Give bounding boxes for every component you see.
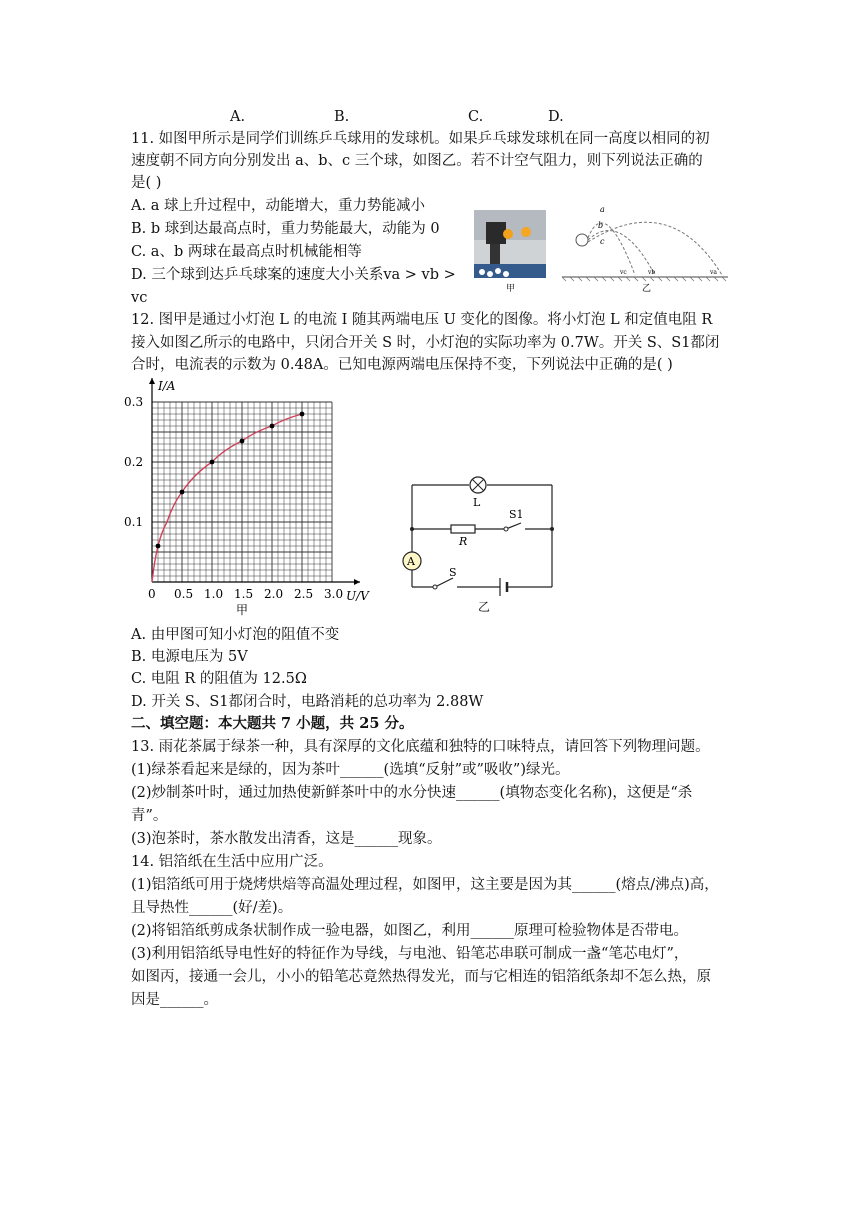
q14-part3-end: 因是______。: [131, 992, 218, 1008]
q11-fig-yi-caption: 乙: [642, 284, 652, 294]
q13-stem: 13. 雨花茶属于绿茶一种，具有深厚的文化底蕴和独特的口味特点，请回答下列物理问题。: [131, 739, 710, 755]
x-tick-label: 1.5: [234, 587, 254, 601]
chart-grid: [152, 402, 332, 582]
q12-stem-line-2: 接入如图乙所示的电路中，只闭合开关 S 时，小灯泡的实际功率为 0.7W。开关 S、S1都闭: [131, 335, 720, 351]
chart-caption: 甲: [236, 603, 249, 617]
q12-stem-line-1: 12. 图甲是通过小灯泡 L 的电流 I 随其两端电压 U 变化的图像。将小灯泡 L 和定值电阻 R: [131, 312, 713, 328]
x-tick-label: 0: [148, 587, 156, 601]
q11-fig-jia-caption: 甲: [506, 284, 516, 294]
resistor-symbol: [451, 525, 475, 533]
ammeter-symbol: [403, 552, 421, 570]
q11-stem-line-3: 是( ): [131, 175, 162, 191]
traj-label-b: b: [598, 221, 604, 230]
switch1-label: S1: [509, 508, 524, 521]
q11-option-d: D. 三个球到达乒乓球案的速度大小关系va > vb >: [131, 267, 456, 283]
ammeter-label: A: [407, 555, 415, 568]
q14-part3-cont: 如图丙，接通一会儿，小小的铅笔芯竟然热得发光，而与它相连的铝箔纸条却不怎么热，原: [131, 969, 711, 985]
trajectory-diagram: [560, 200, 730, 294]
option-d-label: D.: [548, 109, 564, 125]
q11-option-d-cont: vc: [131, 290, 148, 306]
q11-option-c: C. a、b 两球在最高点时机械能相等: [131, 244, 362, 260]
x-tick-label: 0.5: [174, 587, 194, 601]
q14-part1-cont: 且导热性______(好/差)。: [131, 900, 293, 916]
circuit-caption: 乙: [478, 600, 491, 614]
q12-option-b: B. 电源电压为 5V: [131, 649, 248, 665]
x-tick-label: 3.0: [324, 587, 344, 601]
q11-option-a: A. a 球上升过程中，动能增大，重力势能减小: [131, 198, 425, 214]
serving-machine-photo: [470, 208, 550, 294]
x-tick-label: 2.5: [294, 587, 314, 601]
switch-label: S: [449, 566, 457, 579]
lamp-symbol: [470, 477, 486, 493]
q13-part2-cont: 青”。: [131, 808, 168, 824]
data-point: [270, 424, 275, 429]
q14-part2: (2)将铝箔纸剪成条状制作成一验电器，如图乙，利用______原理可检验物体是否带电。: [131, 923, 689, 939]
x-axis-label: U/V: [346, 589, 369, 603]
option-c-label: C.: [468, 109, 484, 125]
data-point: [156, 544, 161, 549]
option-a-label: A.: [230, 109, 246, 125]
y-axis-arrow: [149, 378, 155, 384]
x-tick-label: 2.0: [264, 587, 284, 601]
q14-part3: (3)利用铝箔纸导电性好的特征作为导线，与电池、铅笔芯串联可制成一盏“笔芯电灯”，: [131, 946, 689, 962]
data-point: [180, 490, 185, 495]
q14-stem: 14. 铝箔纸在生活中应用广泛。: [131, 854, 333, 870]
ground-label-va: va: [710, 269, 717, 276]
q11-stem-line-2: 速度朝不同方向分别发出 a、b、c 三个球，如图乙。若不计空气阻力，则下列说法正确的: [131, 153, 703, 169]
x-axis-arrow: [354, 579, 360, 585]
y-tick-label: 0.3: [124, 395, 144, 409]
ground-label-vb: vb: [648, 269, 656, 276]
traj-label-a: a: [600, 205, 605, 214]
iu-chart: [122, 378, 382, 618]
y-axis-label: I/A: [158, 379, 176, 393]
y-tick-label: 0.2: [124, 455, 144, 469]
y-tick-label: 0.1: [124, 515, 144, 529]
data-point: [300, 412, 305, 417]
q11-stem-line-1: 11. 如图甲所示是同学们训练乒乓球用的发球机。如果乒乓球发球机在同一高度以相同的初: [131, 131, 710, 147]
circuit-diagram: [395, 470, 565, 598]
section2-title: 二、填空题：本大题共 7 小题，共 25 分。: [131, 715, 414, 732]
q12-stem-line-3: 合时，电流表的示数为 0.48A。已知电源两端电压保持不变，下列说法中正确的是( ): [131, 357, 673, 373]
q12-option-d: D. 开关 S、S1都闭合时，电路消耗的总功率为 2.88W: [131, 694, 484, 710]
q11-option-b: B. b 球到达最高点时，重力势能最大，动能为 0: [131, 221, 440, 237]
lamp-label: L: [473, 496, 481, 509]
data-point: [240, 439, 245, 444]
ground-label-vc: vc: [620, 269, 627, 276]
traj-label-c: c: [600, 237, 605, 246]
q12-option-a: A. 由甲图可知小灯泡的阻值不变: [131, 627, 340, 643]
q13-part3: (3)泡茶时，茶水散发出清香，这是______现象。: [131, 831, 442, 847]
x-tick-label: 1.0: [204, 587, 224, 601]
resistor-label: R: [459, 535, 468, 548]
q12-option-c: C. 电阻 R 的阻值为 12.5Ω: [131, 671, 307, 687]
option-b-label: B.: [334, 109, 350, 125]
q13-part1: (1)绿茶看起来是绿的，因为茶叶______(选填“反射”或”吸收”)绿光。: [131, 762, 570, 778]
q14-part1: (1)铝箔纸可用于烧烤烘焙等高温处理过程，如图甲，这主要是因为其______(熔点/沸点)高，: [131, 877, 719, 893]
data-point: [210, 460, 215, 465]
q13-part2: (2)炒制茶叶时，通过加热使新鲜茶叶中的水分快速______(填物态变化名称)，这便是“杀: [131, 785, 693, 801]
